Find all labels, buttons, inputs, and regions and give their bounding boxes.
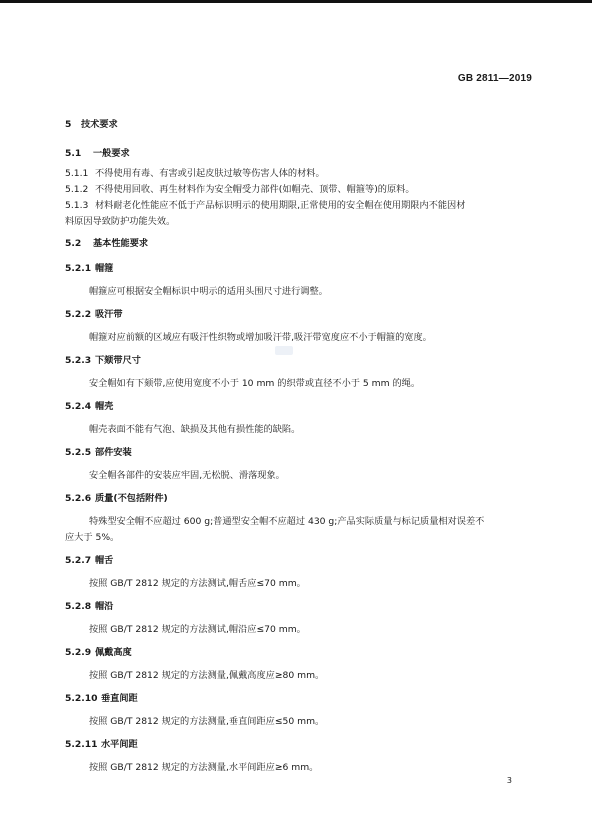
clause-number: 5.2.2 [65,309,92,320]
clause-text: 不得使用有毒、有害或引起皮肤过敏等伤害人体的材料。 [95,168,325,179]
clause-5-2-2-heading [65,309,123,321]
clause-title: 帽舌 [95,555,114,566]
clause-number: 5.2.4 [65,401,92,412]
clause-5-2-8-heading [65,601,113,613]
section-5-heading [65,119,118,131]
clause-number: 5.2.11 [65,739,98,750]
clause-title: 部件安装 [95,447,132,458]
section-number: 5.1 [65,148,82,159]
clause-number: 5.1.1 [65,168,89,179]
clause-5-1-3-continued: 料原因导致防护功能失效。 [65,216,176,227]
section-title: 技术要求 [81,119,118,130]
clause-title: 下颏带尺寸 [95,355,141,366]
clause-5-2-5-text: 安全帽各部件的安装应牢固,无松脱、滑落现象。 [89,470,285,481]
clause-number: 5.2.3 [65,355,92,366]
clause-5-2-2-text: 帽箍对应前额的区域应有吸汗性织物或增加吸汗带,吸汗带宽度应不小于帽箍的宽度。 [89,332,432,343]
clause-5-2-7-heading [65,555,113,567]
clause-5-2-10-text: 按照 GB/T 2812 规定的方法测量,垂直间距应≤50 mm。 [89,716,325,727]
clause-5-2-10-heading [65,693,138,705]
clause-title: 质量(不包括附件) [95,493,168,504]
section-5-1-heading [65,148,130,160]
watermark-mark [275,346,293,355]
clause-title: 佩戴高度 [95,647,132,658]
clause-number: 5.2.5 [65,447,92,458]
standard-number: GB 2811—2019 [457,73,532,84]
clause-title: 帽沿 [95,601,114,612]
clause-5-2-6-text-line2: 应大于 5%。 [65,532,120,543]
clause-5-2-6-text-line1: 特殊型安全帽不应超过 600 g;普通型安全帽不应超过 430 g;产品实际质量与标记质量相对误差不 [89,516,485,527]
clause-5-2-9-heading [65,647,132,659]
clause-5-1-3 [65,200,465,212]
clause-title: 帽箍 [95,263,114,274]
clause-number: 5.2.8 [65,601,92,612]
section-number: 5 [65,119,72,130]
clause-5-2-11-heading [65,739,138,751]
clause-5-2-8-text: 按照 GB/T 2812 规定的方法测试,帽沿应≤70 mm。 [89,624,306,635]
clause-number: 5.2.10 [65,693,98,704]
section-5-2-heading [65,238,148,250]
clause-number: 5.2.9 [65,647,92,658]
clause-5-2-4-heading [65,401,113,413]
clause-title: 帽壳 [95,401,114,412]
clause-5-2-1-heading [65,263,113,275]
clause-text: 不得使用回收、再生材料作为安全帽受力部件(如帽壳、顶带、帽箍等)的原料。 [95,184,415,195]
clause-5-1-1 [65,168,325,180]
clause-title: 吸汗带 [95,309,123,320]
top-border-line [0,0,592,3]
section-title: 基本性能要求 [93,238,149,249]
clause-5-1-2 [65,184,415,196]
clause-5-2-1-text: 帽箍应可根据安全帽标识中明示的适用头围尺寸进行调整。 [89,286,328,297]
clause-number: 5.2.6 [65,493,92,504]
clause-5-2-11-text: 按照 GB/T 2812 规定的方法测量,水平间距应≥6 mm。 [89,762,319,773]
clause-5-2-5-heading [65,447,132,459]
clause-title: 水平间距 [101,739,138,750]
section-number: 5.2 [65,238,82,249]
page-number: 3 [506,776,512,785]
clause-title: 垂直间距 [101,693,138,704]
clause-5-2-6-heading [65,493,168,505]
clause-number: 5.2.1 [65,263,92,274]
clause-text-line1: 材料耐老化性能应不低于产品标识明示的使用期限,正常使用的安全帽在使用期限内不能因材 [95,200,466,211]
clause-5-2-4-text: 帽壳表面不能有气泡、缺损及其他有损性能的缺陷。 [89,424,301,435]
clause-number: 5.1.3 [65,200,89,211]
clause-5-2-9-text: 按照 GB/T 2812 规定的方法测量,佩戴高度应≥80 mm。 [89,670,325,681]
section-title: 一般要求 [93,148,130,159]
clause-5-2-3-text: 安全帽如有下颏带,应使用宽度不小于 10 mm 的织带或直径不小于 5 mm 的绳。 [89,378,421,389]
clause-number: 5.1.2 [65,184,89,195]
clause-5-2-3-heading [65,355,141,367]
clause-number: 5.2.7 [65,555,92,566]
clause-5-2-7-text: 按照 GB/T 2812 规定的方法测试,帽舌应≤70 mm。 [89,578,306,589]
